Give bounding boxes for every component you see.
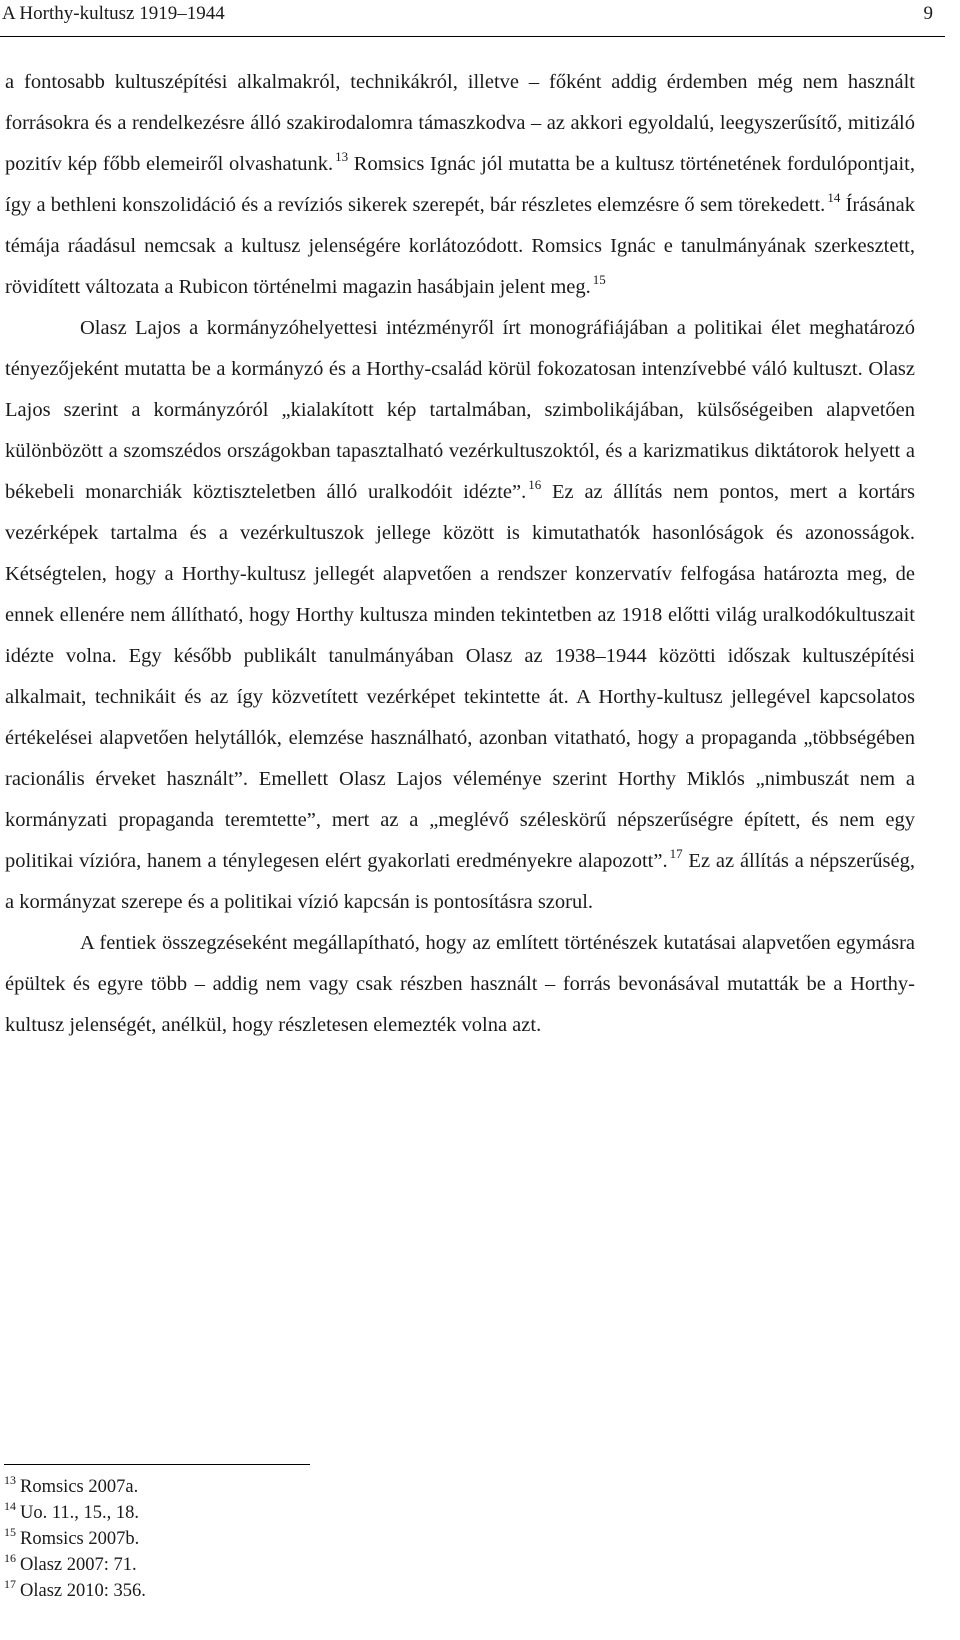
paragraph-text: a fontosabb kultuszépítési alkalmakról, technikákról, illetve – főként addig érdemben még nem használt forrásokra és a rendelkezésre álló szakirodalomra támaszkodva – az akkori egyoldalú, leegyszerűsítő, mitizáló pozitív kép főbb elemeiről olvashatunk. (5, 71, 915, 175)
footnote-text: Olasz 2007: 71. (20, 1555, 137, 1575)
footnote-reference[interactable]: 14 (827, 190, 841, 205)
footnote-text: Romsics 2007a. (20, 1477, 139, 1497)
footnote (4, 1474, 604, 1500)
footnote (4, 1500, 604, 1526)
footnote-text: Olasz 2010: 356. (20, 1581, 146, 1601)
paragraph-text: Romsics Ignác jól mutatta be a kultusz történetének fordulópontjait, így a bethleni konszolidáció és a revíziós sikerek szerepét, bár részletes elemzésre ő sem törekedett. (5, 153, 915, 216)
footnote-reference[interactable]: 15 (592, 272, 606, 287)
footnote (4, 1552, 604, 1578)
footnote-separator (4, 1464, 310, 1465)
body-text (5, 62, 915, 1046)
paragraph-text: Ez az állítás nem pontos, mert a kortárs vezérképek tartalma és a vezérkultuszok jellege között is kimutathatók hasonlóságok és azonosságok. Kétségtelen, hogy a Horthy-kultusz jellegét alapvetően a rendszer konzervatív felfogása határozta meg, de ennek ellenére nem állítható, hogy Horthy kultusza minden tekintetben az 1918 előtti világ uralkodókultuszait idézte volna. Egy később publikált tanulmányában Olasz az 1938–1944 közötti időszak kultuszépítési alkalmait, technikáit és az így közvetített vezérképet tekintette át. A Horthy-kultusz jellegével kapcsolatos értékelései alapvetően helytállók, elemzése használható, azonban vitatható, hogy a propaganda „többségében racionális érveket használt”. Emellett Olasz Lajos véleménye szerint Horthy Miklós „nimbuszát nem a kormányzati propaganda teremtette”, mert az a „meglévő széleskörű népszerűségre épített, és nem egy politikai vízióra, hanem a ténylegesen elért gyakorlati eredményekre alapozott”. (5, 481, 915, 872)
footnotes (4, 1474, 604, 1604)
paragraph-text: Írásának témája ráadásul nemcsak a kultusz jelenségére korlátozódott. Romsics Ignác e tanulmányának szerkesztett, rövidített változata a Rubicon történelmi magazin hasábjain jelent meg. (5, 194, 915, 298)
paragraph-text: Ez az állítás a népszerűség, a kormányzat szerepe és a politikai vízió kapcsán is pontosításra szorul. (5, 850, 915, 913)
paragraph (5, 923, 915, 1046)
footnote-text: Romsics 2007b. (20, 1529, 140, 1549)
paragraph-text: Olasz Lajos a kormányzóhelyettesi intézményről írt monográfiájában a politikai élet meghatározó tényezőjeként mutatta be a kormányzó és a Horthy-család körül fokozatosan intenzívebbé váló kultuszt. Olasz Lajos szerint a kormányzóról „kialakított kép tartalmában, szimbolikájában, külsőségeiben alapvetően különbözött a szomszédos országokban tapasztalható vezérkultuszoktól, és a karizmatikus diktátorok helyett a békebeli monarchiák köztiszteletben álló uralkodóit idézte”. (5, 317, 915, 503)
page-number: 9 (923, 3, 933, 24)
footnote (4, 1578, 604, 1604)
footnote-number: 13 (4, 1473, 16, 1487)
footnote-number: 14 (4, 1499, 16, 1513)
paragraph (5, 62, 915, 308)
footnote-number: 15 (4, 1525, 16, 1539)
footnote-number: 16 (4, 1551, 16, 1565)
footnote (4, 1526, 604, 1552)
footnote-text: Uo. 11., 15., 18. (20, 1503, 140, 1523)
paragraph-text: A fentiek összegzéseként megállapítható, hogy az említett történészek kutatásai alapvetően egymásra épültek és egyre több – addig nem vagy csak részben használt – forrás bevonásával mutatták be a Horthy-kultusz jelenségét, anélkül, hogy részletesen elemezték volna azt. (5, 932, 915, 1036)
running-title: A Horthy-kultusz 1919–1944 (2, 3, 225, 24)
footnote-reference[interactable]: 16 (528, 477, 542, 492)
running-header (0, 0, 945, 37)
footnote-reference[interactable]: 13 (335, 149, 349, 164)
paragraph (5, 308, 915, 923)
footnote-number: 17 (4, 1577, 16, 1591)
footnote-reference[interactable]: 17 (669, 846, 683, 861)
